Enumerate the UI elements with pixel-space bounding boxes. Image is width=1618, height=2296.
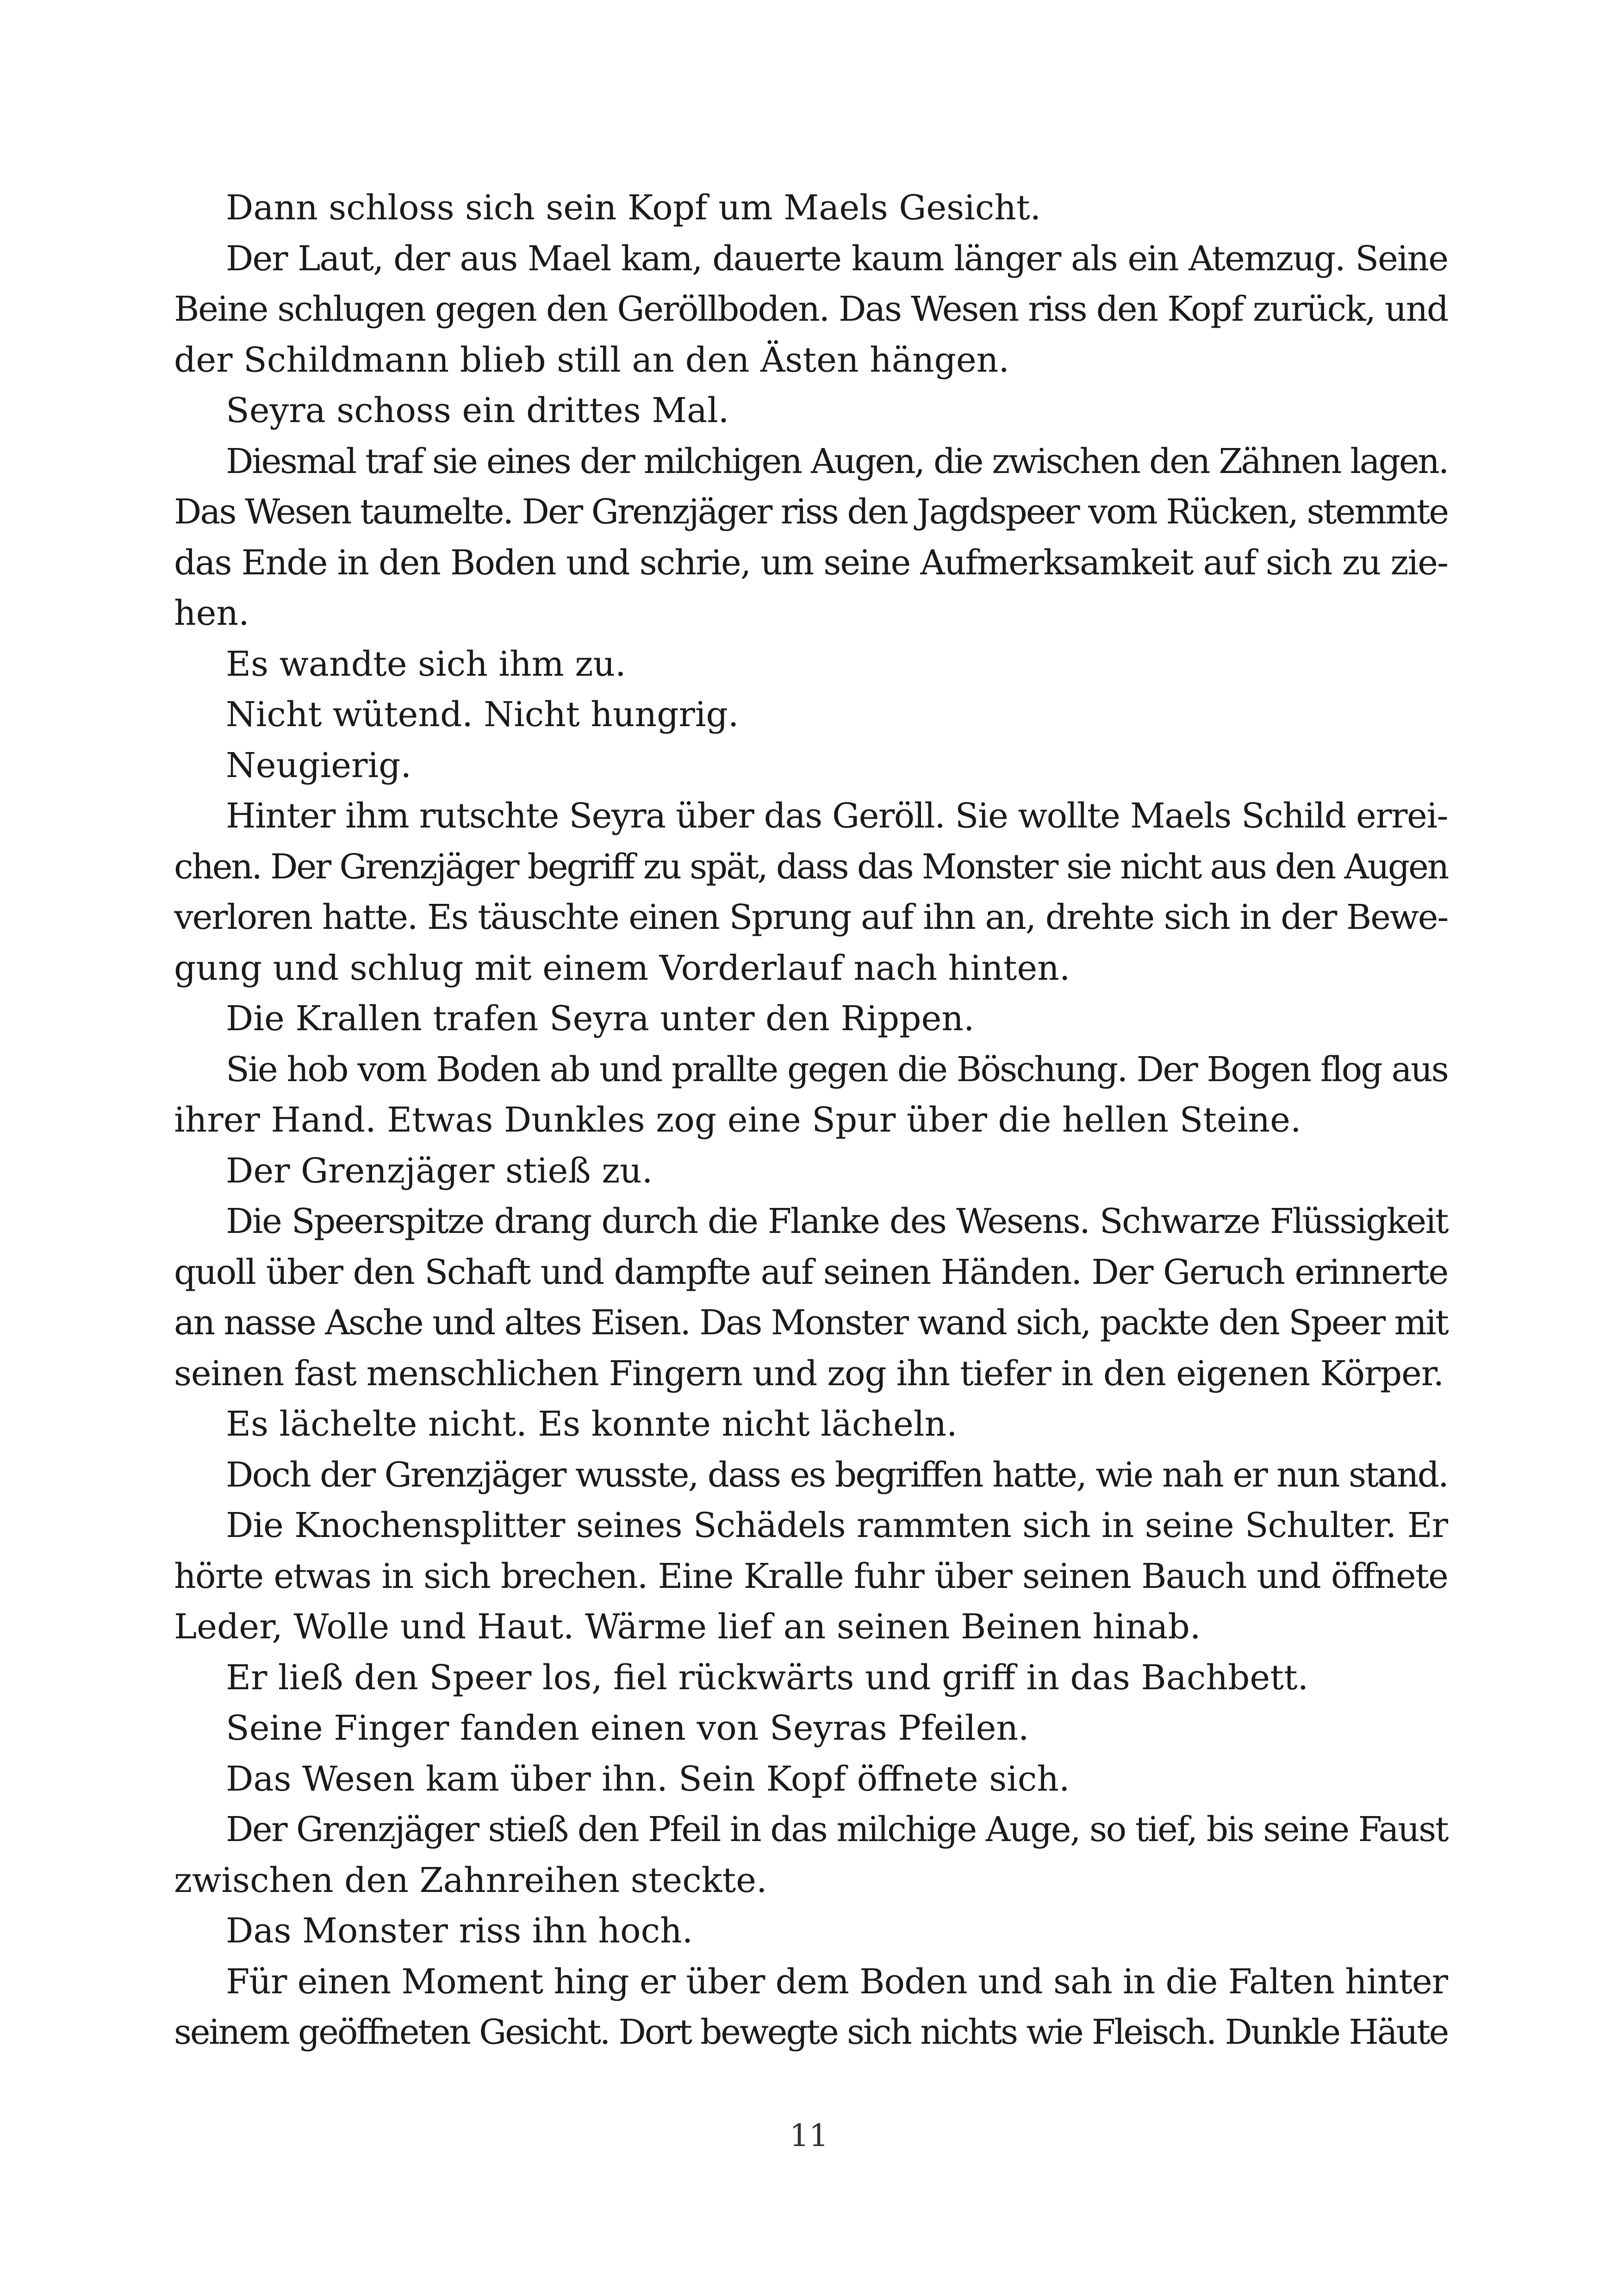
text-line: zwischen den Zahnreihen steckte. bbox=[174, 1860, 767, 1900]
text-line: Die Knochensplitter seines Schädels rammten sich in seine Schulter. Er bbox=[226, 1506, 1448, 1545]
text-line: an nasse Asche und altes Eisen. Das Monster wand sich, packte den Speer mit bbox=[174, 1303, 1448, 1343]
text-line: Beine schlugen gegen den Geröllboden. Das Wesen riss den Kopf zurück, und bbox=[174, 289, 1448, 329]
text-line: Seyra schoss ein drittes Mal. bbox=[226, 391, 729, 430]
text-line: gung und schlug mit einem Vorderlauf nach hinten. bbox=[174, 948, 1070, 988]
text-line: seinen fast menschlichen Fingern und zog ihn tiefer in den eigenen Körper. bbox=[174, 1353, 1444, 1394]
text-line: Es wandte sich ihm zu. bbox=[226, 644, 626, 684]
text-line: Sie hob vom Boden ab und prallte gegen die Böschung. Der Bogen flog aus bbox=[226, 1049, 1448, 1089]
text-line: Es lächelte nicht. Es konnte nicht lächeln. bbox=[226, 1404, 958, 1444]
text-line: ihrer Hand. Etwas Dunkles zog eine Spur über die hellen Steine. bbox=[174, 1100, 1301, 1140]
text-line: Doch der Grenzjäger wusste, dass es begriffen hatte, wie nah er nun stand. bbox=[226, 1455, 1448, 1495]
page-number: 11 bbox=[790, 2118, 828, 2153]
text-line: Das Wesen kam über ihn. Sein Kopf öffnete sich. bbox=[226, 1759, 1070, 1799]
text-line: quoll über den Schaft und dampfte auf seinen Händen. Der Geruch erinnerte bbox=[174, 1252, 1448, 1292]
text-line: seinem geöffneten Gesicht. Dort bewegte sich nichts wie Fleisch. Dunkle Häute bbox=[174, 2012, 1448, 2052]
text-line: Für einen Moment hing er über dem Boden und sah in die Falten hinter bbox=[226, 1961, 1448, 2002]
text-line: Neugierig. bbox=[226, 745, 411, 785]
text-line: das Ende in den Boden und schrie, um seine Aufmerksamkeit auf sich zu zie- bbox=[174, 542, 1448, 583]
text-line: Er ließ den Speer los, fiel rückwärts und griff in das Bachbett. bbox=[226, 1657, 1309, 1698]
text-line: hörte etwas in sich brechen. Eine Kralle fuhr über seinen Bauch und öffnete bbox=[174, 1556, 1448, 1596]
text-line: Nicht wütend. Nicht hungrig. bbox=[226, 695, 739, 734]
text-line: Der Grenzjäger stieß zu. bbox=[226, 1151, 653, 1191]
text-line: Diesmal traf sie eines der milchigen Augen, die zwischen den Zähnen lagen. bbox=[226, 441, 1448, 481]
text-line: Seine Finger fanden einen von Seyras Pfeilen. bbox=[226, 1708, 1029, 1748]
text-line: Leder, Wolle und Haut. Wärme lief an seinen Beinen hinab. bbox=[174, 1607, 1201, 1647]
text-line: Die Speerspitze drang durch die Flanke des Wesens. Schwarze Flüssigkeit bbox=[226, 1201, 1448, 1241]
text-line: Hinter ihm rutschte Seyra über das Geröll. Sie wollte Maels Schild errei- bbox=[226, 796, 1448, 836]
text-line: verloren hatte. Es täuschte einen Sprung auf ihn an, drehte sich in der Bewe- bbox=[174, 897, 1448, 937]
text-line: Das Monster riss ihn hoch. bbox=[226, 1911, 693, 1951]
text-line: Der Grenzjäger stieß den Pfeil in das milchige Auge, so tief, bis seine Faust bbox=[226, 1810, 1448, 1849]
body-text bbox=[174, 183, 1448, 2058]
text-line: hen. bbox=[174, 593, 249, 633]
text-line: Das Wesen taumelte. Der Grenzjäger riss den Jagdspeer vom Rücken, stemmte bbox=[174, 492, 1448, 532]
text-line: der Schildmann blieb still an den Ästen hängen. bbox=[174, 340, 1009, 380]
text-line: chen. Der Grenzjäger begriff zu spät, dass das Monster sie nicht aus den Augen bbox=[174, 846, 1448, 887]
text-line: Dann schloss sich sein Kopf um Maels Gesicht. bbox=[226, 188, 1041, 228]
text-line: Der Laut, der aus Mael kam, dauerte kaum länger als ein Atemzug. Seine bbox=[226, 238, 1448, 279]
text-line: Die Krallen trafen Seyra unter den Rippen. bbox=[226, 999, 975, 1039]
